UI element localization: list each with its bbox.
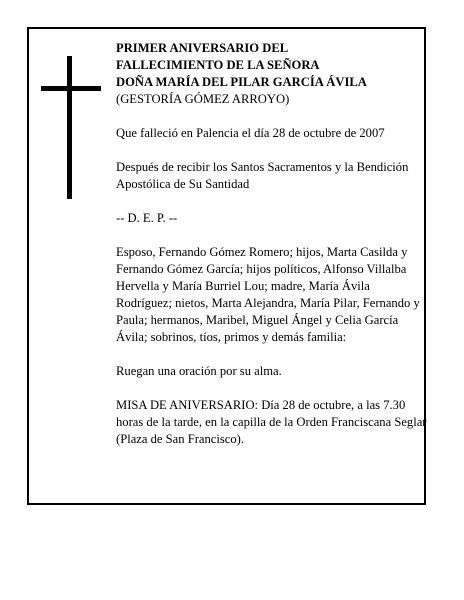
cross-icon xyxy=(41,56,101,199)
notice-heading xyxy=(116,40,428,91)
heading-line-3: DOÑA MARÍA DEL PILAR GARCÍA ÁVILA xyxy=(116,75,367,89)
notice-subheading: (GESTORÍA GÓMEZ ARROYO) xyxy=(116,92,290,106)
mass-paragraph: MISA DE ANIVERSARIO: Día 28 de octubre, a las 7.30 horas de la tarde, en la capilla de la Orden Franciscana Seglar (Plaza de San Francisco). xyxy=(116,398,427,446)
notice-content xyxy=(116,40,428,465)
rip-line: -- D. E. P. -- xyxy=(116,211,178,225)
family-paragraph: Esposo, Fernando Gómez Romero; hijos, Marta Casilda y Fernando Gómez García; hijos políticos, Alfonso Villalba Hervella y María Burriel Lou; madre, María Ávila Rodríguez; nietos, Marta Alejandra, María Pilar, Fernando y Paula; hermanos, Maribel, Miguel Ángel y Celia García Ávila; sobrinos, tíos, primos y demás familia: xyxy=(116,245,420,344)
cross-horizontal-bar xyxy=(41,86,101,91)
heading-line-2: FALLECIMIENTO DE LA SEÑORA xyxy=(116,58,320,72)
obituary-notice xyxy=(27,27,426,505)
death-date-line: Que falleció en Palencia el día 28 de octubre de 2007 xyxy=(116,126,385,140)
notice-header xyxy=(116,40,428,108)
prayer-line: Ruegan una oración por su alma. xyxy=(116,364,282,378)
sacraments-paragraph: Después de recibir los Santos Sacramentos y la Bendición Apostólica de Su Santidad xyxy=(116,160,409,191)
cross-vertical-bar xyxy=(67,56,72,199)
heading-line-1: PRIMER ANIVERSARIO DEL xyxy=(116,41,289,55)
